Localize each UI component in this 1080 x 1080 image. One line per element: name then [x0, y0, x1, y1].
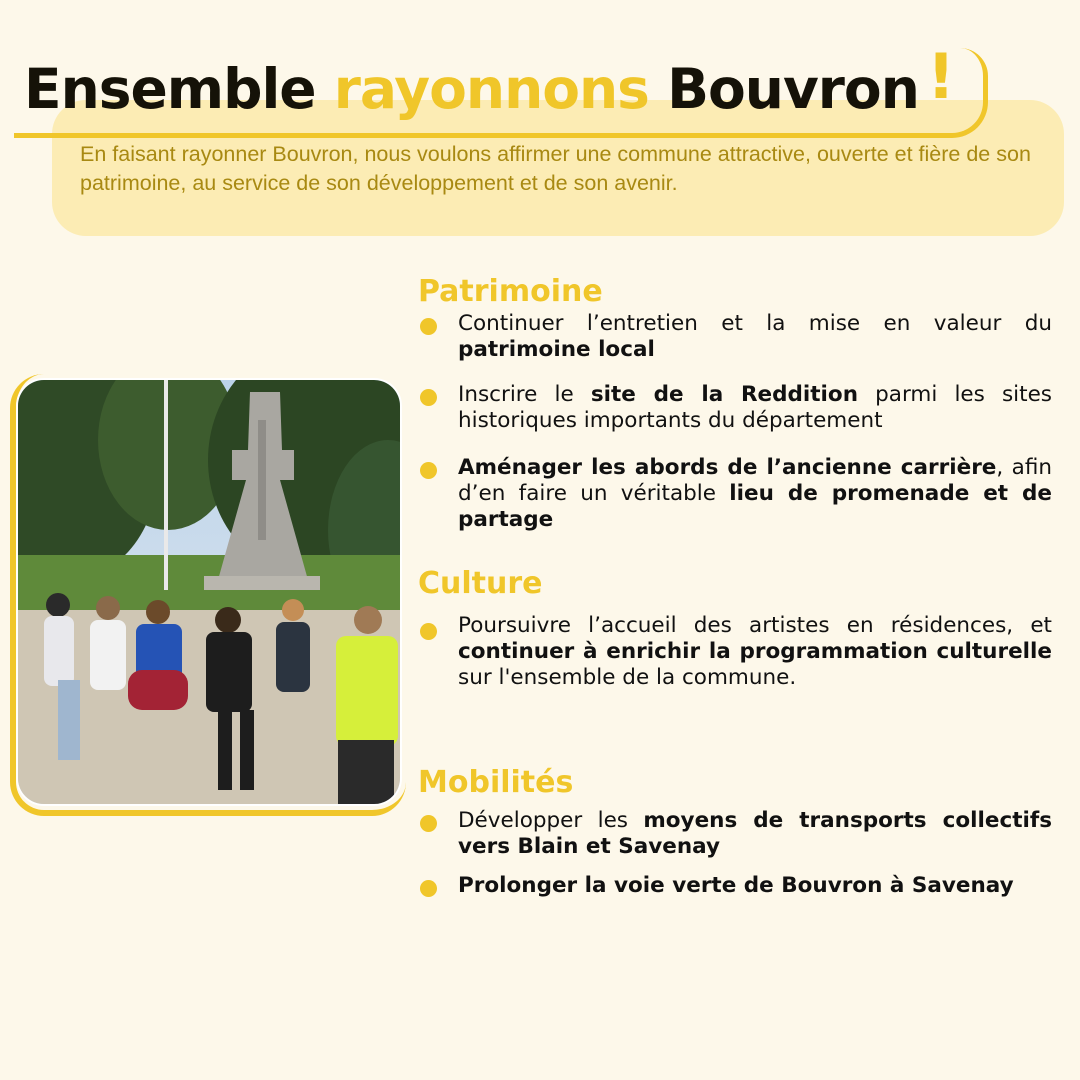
title-part1: Ensemble — [24, 57, 334, 121]
item-text: Développer les — [458, 808, 644, 833]
bullet-icon — [420, 318, 437, 335]
bullet-icon — [420, 623, 437, 640]
item-text: , afin d’en faire un véritable — [458, 455, 1052, 506]
list-item-mobilites-2 — [420, 873, 1052, 899]
bullet-icon — [420, 815, 437, 832]
item-bold: moyens de transports collectifs vers Blain et Savenay — [458, 808, 1052, 859]
item-text: parmi les sites historiques importants du département — [458, 382, 1052, 433]
item-bold: Prolonger la voie verte de Bouvron à Savenay — [458, 873, 1014, 898]
list-item-patrimoine-3 — [420, 455, 1052, 533]
section-title-culture: Culture — [418, 566, 543, 601]
list-item-culture-1 — [420, 613, 1052, 691]
intro-text: En faisant rayonner Bouvron, nous voulons affirmer une commune attractive, ouverte et fière de son patrimoine, au service de son développement et de son avenir. — [80, 142, 1031, 195]
item-text: Poursuivre l’accueil des artistes en résidences, et — [458, 613, 1052, 638]
item-text: Continuer l’entretien et la mise en valeur du — [458, 311, 1052, 336]
monument-photo — [16, 378, 402, 806]
title-accent: rayonnons — [333, 57, 649, 121]
section-title-mobilites: Mobilités — [418, 765, 574, 800]
list-item-patrimoine-1 — [420, 311, 1052, 363]
page-title — [24, 40, 984, 123]
item-bold: Aménager les abords de l’ancienne carrière — [458, 455, 997, 480]
monument-photo-illustration — [18, 380, 402, 806]
title-exclamation: ! — [926, 40, 955, 113]
item-bold: lieu de promenade et de partage — [458, 481, 1052, 532]
bullet-icon — [420, 880, 437, 897]
item-bold: patrimoine local — [458, 337, 655, 362]
bullet-icon — [420, 462, 437, 479]
list-item-mobilites-1 — [420, 808, 1052, 860]
bullet-icon — [420, 389, 437, 406]
item-bold: site de la Reddition — [590, 382, 859, 407]
list-item-patrimoine-2 — [420, 382, 1052, 434]
title-part2: Bouvron — [648, 57, 919, 121]
section-title-patrimoine: Patrimoine — [418, 274, 603, 309]
item-text: Inscrire le — [458, 382, 591, 407]
item-text: sur l'ensemble de la commune. — [458, 665, 797, 690]
item-bold: continuer à enrichir la programmation culturelle — [458, 639, 1052, 664]
